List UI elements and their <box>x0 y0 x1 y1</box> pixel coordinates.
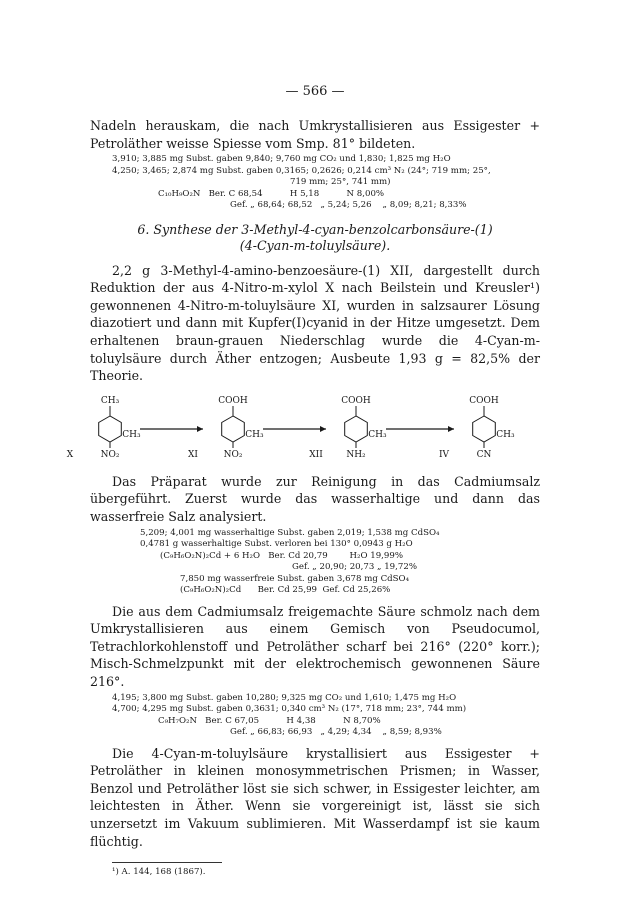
substituent-top: COOH <box>469 395 499 406</box>
analysis-line: 4,250; 3,465; 2,874 mg Subst. gaben 0,3165; 0,2626; 0,214 cm³ N₂ (24°; 719 mm; 25°, <box>112 165 491 176</box>
analysis-block-1 <box>90 154 540 212</box>
analysis-line: 5,209; 4,001 mg wasserhaltige Subst. gaben 2,019; 1,538 mg CdSO₄ <box>140 527 440 538</box>
analysis-line: 4,195; 3,800 mg Subst. gaben 10,280; 9,325 mg CO₂ und 1,610; 1,475 mg H₂O <box>112 692 457 703</box>
reaction-scheme-svg <box>66 385 560 469</box>
analysis-line: C₉H₇O₂N Ber. C 67,05 H 4,38 N 8,70% <box>158 715 381 726</box>
benzene-ring <box>222 416 245 442</box>
footnote: ¹) A. 144, 168 (1867). <box>112 867 206 878</box>
analysis-block-3 <box>90 693 540 739</box>
cadmium-paragraph: Das Präparat wurde zur Reinigung in das Cadmiumsalz übergeführt. Zuerst wurde das wasserhaltige und dann das wasserfreie Salz analysiert. <box>90 473 540 525</box>
benzene-ring <box>473 416 496 442</box>
substituent-top: COOH <box>341 395 371 406</box>
reaction-scheme <box>66 385 540 469</box>
analysis-line: 0,4781 g wasserhaltige Subst. verloren bei 130° 0,0943 g H₂O <box>140 539 413 550</box>
substituent-bottom: NH₂ <box>346 449 366 460</box>
analysis-block-2 <box>90 528 540 597</box>
substituent-top: COOH <box>218 395 248 406</box>
substituent-side: CH₃ <box>368 429 387 440</box>
substituent-side: CH₃ <box>122 429 141 440</box>
arrow-head <box>197 426 203 432</box>
analysis-line: (C₉H₆O₂N)₂Cd Ber. Cd 25,99 Gef. Cd 25,26% <box>180 585 391 596</box>
compound-label: IV <box>438 449 450 460</box>
substituent-top: CH₃ <box>100 395 120 406</box>
substituent-side: CH₃ <box>496 429 515 440</box>
analysis-line: 719 mm; 25°, 741 mm) <box>290 177 391 188</box>
heading-line: 6. Synthese der 3-Methyl-4-cyan-benzolcarbonsäure-(1) <box>137 221 493 237</box>
analysis-line: 4,700; 4,295 mg Subst. gaben 0,3631; 0,340 cm³ N₂ (17°, 718 mm; 23°, 744 mm) <box>112 704 467 715</box>
substituent-bottom: NO₂ <box>223 449 243 460</box>
analysis-line: 7,850 mg wasserfreie Subst. gaben 3,678 mg CdSO₄ <box>180 573 410 584</box>
melting-point-paragraph: Die aus dem Cadmiumsalz freigemachte Säure schmolz nach dem Umkrystallisieren aus einem Gemisch von Pseudocumol, Tetrachlorkohlenstoff und Petroläther scharf bei 216° (220° korr.); Misch-Schmelzpunkt mit der elektrochemisch gewonnenen Säure 216°. <box>90 603 540 689</box>
arrow-head <box>320 426 326 432</box>
intro-paragraph: Nadeln herauskam, die nach Umkrystallisieren aus Essigester + Petroläther weisse Spiesse vom Smp. 81° bildeten. <box>90 118 540 151</box>
analysis-line: C₁₀H₉O₂N Ber. C 68,54 H 5,18 N 8,00% <box>158 188 385 199</box>
footnote-rule <box>112 862 222 863</box>
analysis-line: 3,910; 3,885 mg Subst. gaben 9,840; 9,760 mg CO₂ und 1,830; 1,825 mg H₂O <box>112 154 451 165</box>
analysis-line: (C₉H₆O₂N)₂Cd + 6 H₂O Ber. Cd 20,79 H₂O 19,99% <box>160 550 404 561</box>
arrow-head <box>448 426 454 432</box>
analysis-line: Gef. „ 66,83; 66,93 „ 4,29; 4,34 „ 8,59; 8,93% <box>230 727 442 738</box>
compound-label: XI <box>188 449 198 460</box>
synthesis-paragraph: 2,2 g 3-Methyl-4-amino-benzoesäure-(1) XII, dargestellt durch Reduktion der aus 4-Nitro-m-xylol X nach Beilstein und Kreusler¹) gewonnenen 4-Nitro-m-toluylsäure XI, wurden in salzsaurer Lösung diazotiert und dann mit Kupfer(I)cyanid in der Hitze umgesetzt. Dem erhaltenen braun-grauen Niederschlag wurde die 4-Cyan-m-toluylsäure durch Äther entzogen; Ausbeute 1,93 g = 82,5% der Theorie. <box>90 262 540 384</box>
substituent-side: CH₃ <box>245 429 264 440</box>
compound-label: XII <box>309 449 323 460</box>
analysis-line: Gef. „ 68,64; 68,52 „ 5,24; 5,26 „ 8,09; 8,21; 8,33% <box>230 200 467 211</box>
substituent-bottom: NO₂ <box>100 449 120 460</box>
section-heading <box>90 222 540 254</box>
page <box>66 84 540 878</box>
final-paragraph: Die 4-Cyan-m-toluylsäure krystallisiert aus Essigester + Petroläther in kleinen monosymmetrischen Prismen; in Wasser, Benzol und Petroläther löst sie sich schwer, in Essigester leichter, am leichtesten in Äther. Wenn sie vorgereinigt ist, lässt sie sich unzersetzt im Vakuum sublimieren. Mit Wasserdampf ist sie kaum flüchtig. <box>90 745 540 849</box>
analysis-line: Gef. „ 20,90; 20,73 „ 19,72% <box>292 562 417 573</box>
benzene-ring <box>99 416 122 442</box>
page-number: — 566 — <box>285 84 345 99</box>
compound-label: X <box>66 449 74 460</box>
heading-line: (4-Cyan-m-toluylsäure). <box>239 237 391 253</box>
substituent-bottom: CN <box>476 449 492 460</box>
benzene-ring <box>345 416 368 442</box>
